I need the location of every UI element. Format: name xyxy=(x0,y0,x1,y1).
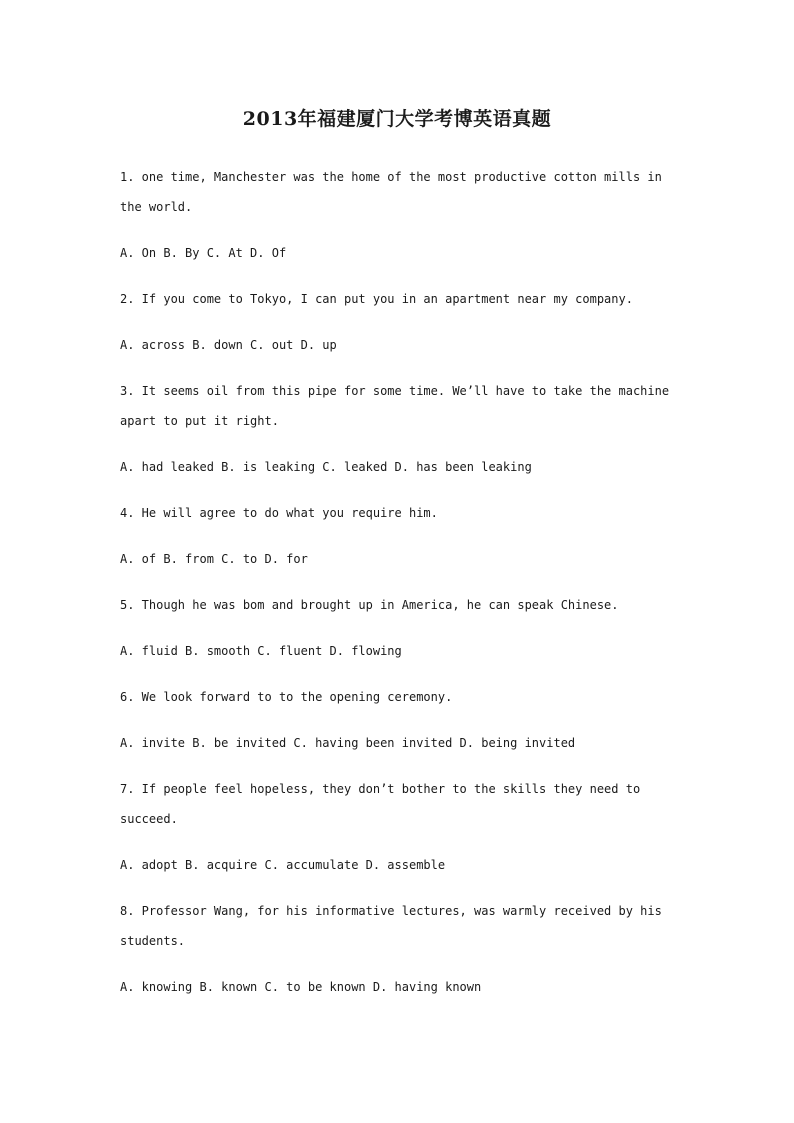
answer-options: A. knowing B. known C. to be known D. having known xyxy=(120,980,482,994)
question-text: 4. He will agree to do what you require him. xyxy=(120,506,438,520)
question-item-4 xyxy=(120,498,680,574)
answer-options: A. invite B. be invited C. having been invited D. being invited xyxy=(120,736,576,750)
question-item-7 xyxy=(120,774,680,880)
question-text: 6. We look forward to to the opening ceremony. xyxy=(120,690,453,704)
document-title: 2013年福建厦门大学考博英语真题 xyxy=(242,108,552,130)
answer-options: A. On B. By C. At D. Of xyxy=(120,246,287,260)
question-text: 5. Though he was bom and brought up in America, he can speak Chinese. xyxy=(120,598,619,612)
question-text: 8. Professor Wang, for his informative lectures, was warmly received by his students. xyxy=(120,904,662,948)
question-list xyxy=(120,150,680,1018)
answer-options: A. across B. down C. out D. up xyxy=(120,338,337,352)
answer-options: A. of B. from C. to D. for xyxy=(120,552,308,566)
question-item-2 xyxy=(120,284,680,360)
question-item-1 xyxy=(120,162,680,268)
answer-options: A. fluid B. smooth C. fluent D. flowing xyxy=(120,644,402,658)
question-text: 1. one time, Manchester was the home of the most productive cotton mills in the world. xyxy=(120,170,662,214)
question-item-6 xyxy=(120,682,680,758)
question-text: 3. It seems oil from this pipe for some time. We’ll have to take the machine apart to put it right. xyxy=(120,384,670,428)
question-item-8 xyxy=(120,896,680,1002)
answer-options: A. had leaked B. is leaking C. leaked D. has been leaking xyxy=(120,460,532,474)
question-text: 7. If people feel hopeless, they don’t bother to the skills they need to succeed. xyxy=(120,782,641,826)
question-text: 2. If you come to Tokyo, I can put you in an apartment near my company. xyxy=(120,292,633,306)
question-item-5 xyxy=(120,590,680,666)
question-item-3 xyxy=(120,376,680,482)
answer-options: A. adopt B. acquire C. accumulate D. assemble xyxy=(120,858,446,872)
